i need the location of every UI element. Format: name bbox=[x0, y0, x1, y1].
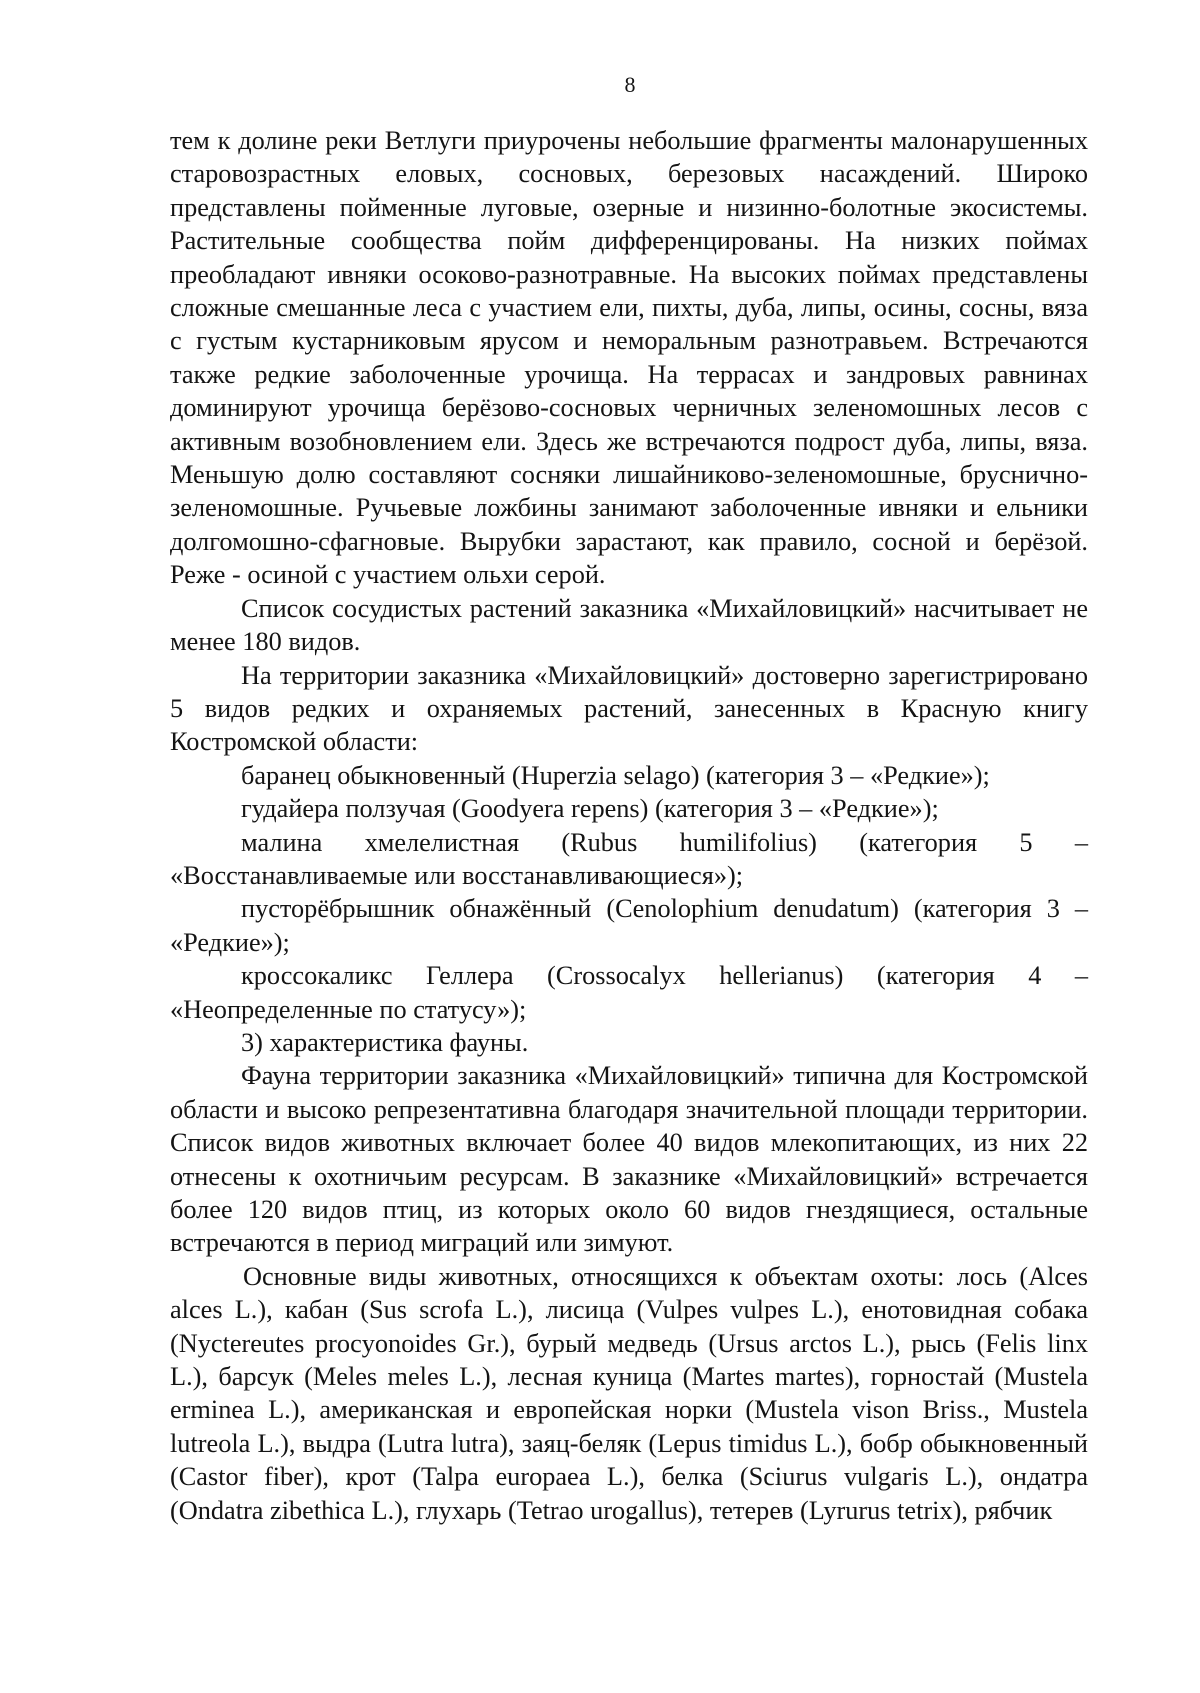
list-item-cenolophium: пусторёбрышник обнажённый (Cenolophium denudatum) (категория 3 – «Редкие»); bbox=[170, 894, 1088, 957]
list-item-huperzia: баранец обыкновенный (Huperzia selago) (категория 3 – «Редкие»); bbox=[241, 760, 990, 790]
list-item-crossocalyx: кроссокаликс Геллера (Crossocalyx hellerianus) (категория 4 – «Неопределенные по статусу»); bbox=[170, 961, 1088, 1024]
paragraph-vegetation: тем к долине реки Ветлуги приурочены небольшие фрагменты малонарушенных старовозрастных еловых, сосновых, березовых насаждений. Широко представлены пойменные луговые, озерные и низинно-болотные экосистемы. Растительные сообщества пойм дифференцированы. На низких поймах преобладают ивняки осоково-разнотравные. На высоких поймах представлены сложные смешанные леса с участием ели, пихты, дуба, липы, осины, сосны, вяза с густым кустарниковым ярусом и неморальным разнотравьем. Встречаются также редкие заболоченные урочища. На террасах и зандровых равнинах доминируют урочища берёзово-сосновых черничных зеленомошных лесов с активным возобновлением ели. Здесь же встречаются подрост дуба, липы, вяза. Меньшую долю составляют сосняки лишайниково-зеленомошные, бруснично-зеленомошные. Ручьевые ложбины занимают заболоченные ивняки и ельники долгомошно-сфагновые. Вырубки зарастают, как правило, сосной и берёзой. Реже - осиной с участием ольхи серой. bbox=[170, 126, 1088, 590]
section-heading-fauna: 3) характеристика фауны. bbox=[241, 1027, 529, 1057]
document-body bbox=[170, 124, 1088, 1527]
page-number: 8 bbox=[624, 72, 636, 97]
paragraph-rare-plants-intro: На территории заказника «Михайловицкий» достоверно зарегистрировано 5 видов редких и охраняемых растений, занесенных в Красную книгу Костромской области: bbox=[170, 660, 1088, 757]
list-item-goodyera: гудайера ползучая (Goodyera repens) (категория 3 – «Редкие»); bbox=[241, 794, 939, 824]
paragraph-fauna: Фауна территории заказника «Михайловицкий» типична для Костромской области и высоко репрезентативна благодаря значительной площади территории. Список видов животных включает более 40 видов млекопитающих, из них 22 отнесены к охотничьим ресурсам. В заказнике «Михайловицкий» встречается более 120 видов птиц, из которых около 60 видов гнездящиеся, остальные встречаются в период миграций или зимуют. bbox=[170, 1061, 1088, 1258]
paragraph-plant-list: Список сосудистых растений заказника «Михайловицкий» насчитывает не менее 180 видов. bbox=[170, 593, 1088, 657]
list-item-rubus: малина хмелелистная (Rubus humilifolius) (категория 5 – «Восстанавливаемые или восстанавливающиеся»); bbox=[170, 827, 1088, 890]
paragraph-game-species: Основные виды животных, относящихся к объектам охоты: лось (Alces alces L.), кабан (Sus scrofa L.), лисица (Vulpes vulpes L.), енотовидная собака (Nyctereutes procyonoides Gr.), бурый медведь (Ursus arctos L.), рысь (Felis linx L.), барсук (Meles meles L.), лесная куница (Martes martes), горностай (Mustela erminea L.), американская и европейская норки (Mustela vison Briss., Mustela lutreola L.), выдра (Lutra lutra), заяц-беляк (Lepus timidus L.), бобр обыкновенный (Castor fiber), крот (Talpa europaea L.), белка (Sciurus vulgaris L.), ондатра (Ondatra zibethica L.), глухарь (Tetrao urogallus), тетерев (Lyrurus tetrix), рябчик bbox=[170, 1261, 1088, 1525]
